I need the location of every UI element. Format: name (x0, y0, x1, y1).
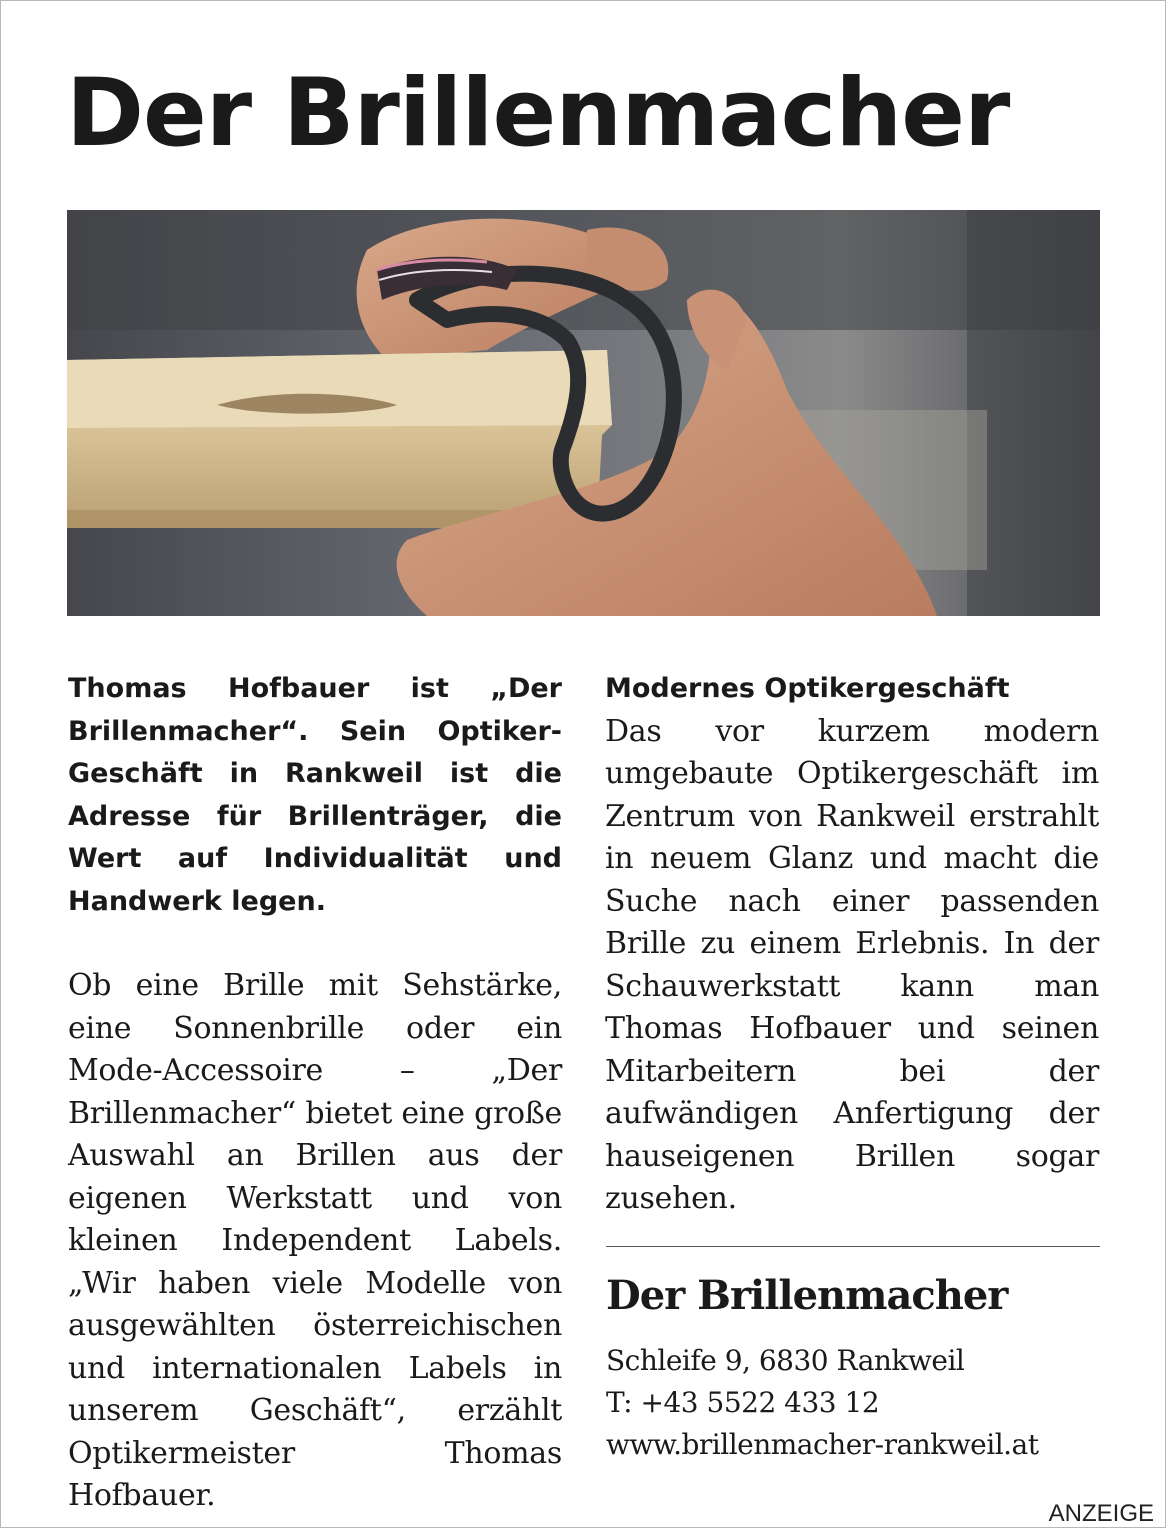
body-paragraph-left: Ob eine Brille mit Sehstärke, eine Sonnenbrille oder ein Mode-Accessoire – „Der Brillenmacher“ bietet eine große Auswahl an Brillen aus der eigenen Werkstatt und von kleinen Independent Labels. „Wir haben viele Modelle von ausgewählten österreichischen und internationalen Labels in unserem Geschäft“, erzählt Optikermeister Thomas Hofbauer. (68, 968, 562, 1513)
left-column (68, 668, 562, 1518)
contact-phone: T: +43 5522 433 12 (606, 1386, 880, 1419)
contact-block (606, 1340, 1039, 1466)
right-column (605, 668, 1099, 1221)
hero-photo (67, 210, 1100, 616)
ad-label: ANZEIGE (1048, 1500, 1154, 1527)
craftsman-hands-wood-frame-image (67, 210, 1100, 616)
contact-divider (606, 1246, 1100, 1247)
brand-name: Der Brillenmacher (606, 1272, 1008, 1319)
contact-address: Schleife 9, 6830 Rankweil (606, 1344, 965, 1377)
lead-paragraph: Thomas Hofbauer ist „Der Brillenmacher“. Sein Optiker-Geschäft in Rankweil ist die Adresse für Brillenträger, die Wert auf Individualität und Handwerk legen. (68, 673, 562, 917)
headline: Der Brillenmacher (66, 59, 1010, 168)
section-subhead: Modernes Optikergeschäft (605, 673, 1010, 704)
contact-website: www.brillenmacher-rankweil.at (606, 1428, 1039, 1461)
body-paragraph-right: Das vor kurzem modern umgebaute Optikergeschäft im Zentrum von Rankweil erstrahlt in neuem Glanz und macht die Suche nach einer passenden Brille zu einem Erlebnis. In der Schauwerkstatt kann man Thomas Hofbauer und seinen Mitarbeitern bei der aufwändigen Anfertigung der hauseigenen Brillen sogar zusehen. (605, 713, 1099, 1216)
